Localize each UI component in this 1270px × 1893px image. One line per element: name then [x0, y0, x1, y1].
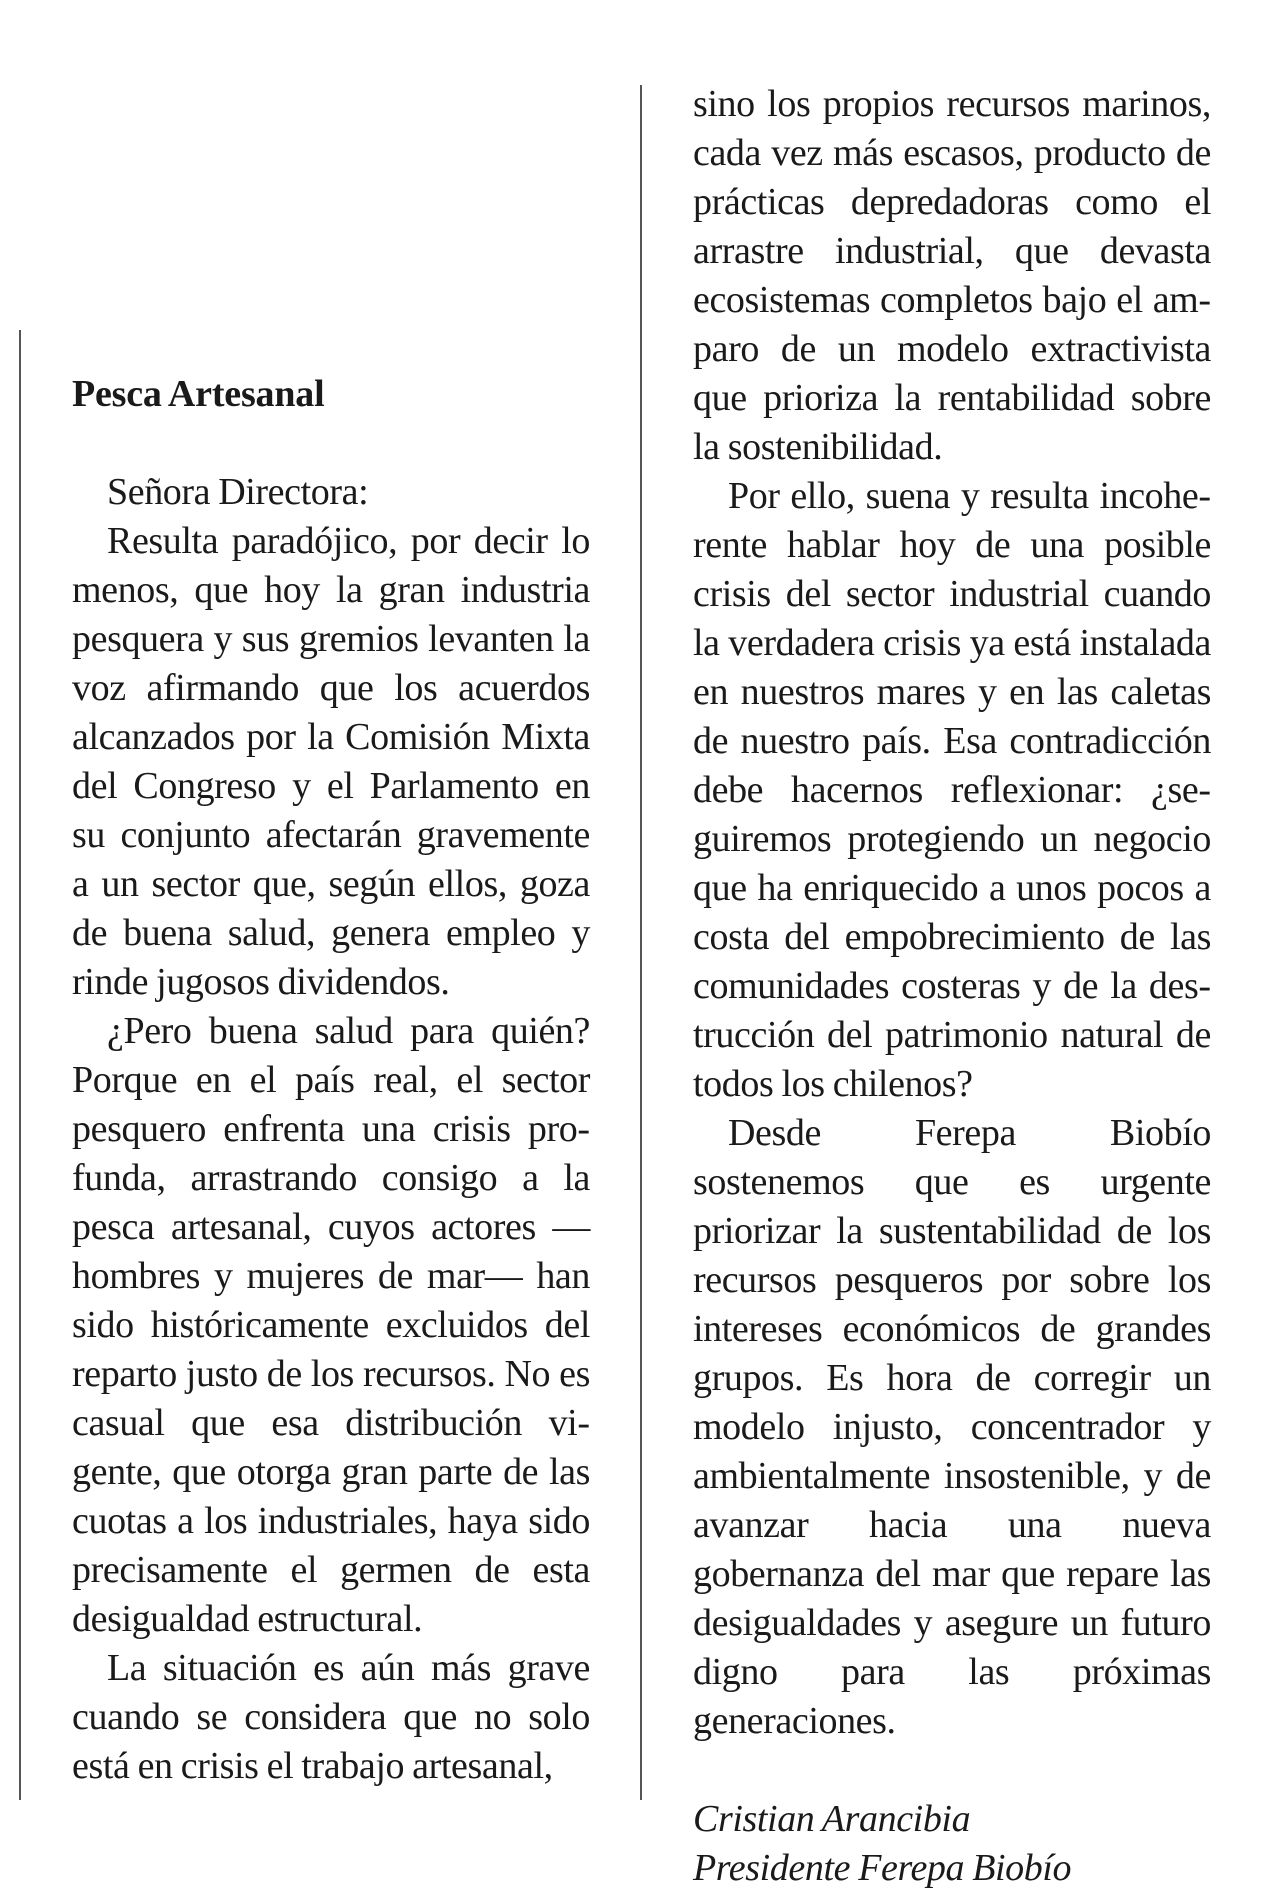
paragraph-5: Desde Ferepa Biobío sostenemos que es urgente priorizar la sustentabilidad de los recursos pesqueros por sobre los intereses económicos de grandes grupos. Es hora de corregir un modelo injusto, concentrador y ambientalmente insostenible, y de avanzar hacia una nueva gobernanza del mar que repare las desigualdades y asegure un futuro digno para las próximas generaciones. — [693, 1112, 1211, 1742]
paragraph-3: La situación es aún más grave cuando se considera que no solo está en crisis el trabajo artesanal, — [72, 1647, 590, 1787]
letter-column-right — [693, 80, 1211, 1893]
signature-block — [693, 1795, 1211, 1893]
letter-title: Pesca Artesanal — [72, 373, 325, 415]
paragraph-1: Resulta paradójico, por decir lo menos, que hoy la gran industria pesquera y sus gremios levanten la voz afirmando que los acuerdos alcanzados por la Comisión Mixta del Congreso y el Parlamento en su conjunto afectarán gravemente a un sector que, según ellos, goza de buena salud, genera empleo y rinde jugosos dividendos. — [72, 520, 590, 1003]
signature-role: Presidente Ferepa Biobío — [693, 1847, 1072, 1889]
column-rule-left — [19, 330, 21, 1800]
column-rule-middle — [640, 85, 642, 1800]
paragraph-3-continued: sino los propios recursos marinos, cada vez más escasos, producto de prácticas depredadoras como el arrastre industrial, que devasta ecosistemas completos bajo el amparo de un modelo extractivista que prioriza la rentabilidad sobre la sostenibilidad. — [693, 83, 1211, 468]
paragraph-4: Por ello, suena y resulta incoherente hablar hoy de una posible crisis del sector industrial cuando la verdadera crisis ya está instalada en nuestros mares y en las caletas de nuestro país. Esa contradicción debe hacernos reflexionar: ¿seguiremos protegiendo un negocio que ha enriquecido a unos pocos a costa del empobrecimiento de las comunidades costeras y de la destrucción del patrimonio natural de todos los chilenos? — [693, 475, 1211, 1105]
letter-salutation: Señora Directora: — [107, 471, 369, 513]
paragraph-2: ¿Pero buena salud para quién? Porque en el país real, el sector pesquero enfrenta una crisis profunda, arrastrando consigo a la pesca artesanal, cuyos actores —hombres y mujeres de mar— han sido históricamente excluidos del reparto justo de los recursos. No es casual que esa distribución vigente, que otorga gran parte de las cuotas a los industriales, haya sido precisamente el germen de esta desigualdad estructural. — [72, 1010, 590, 1640]
letter-column-left — [72, 370, 590, 1791]
signature-name: Cristian Arancibia — [693, 1798, 971, 1840]
